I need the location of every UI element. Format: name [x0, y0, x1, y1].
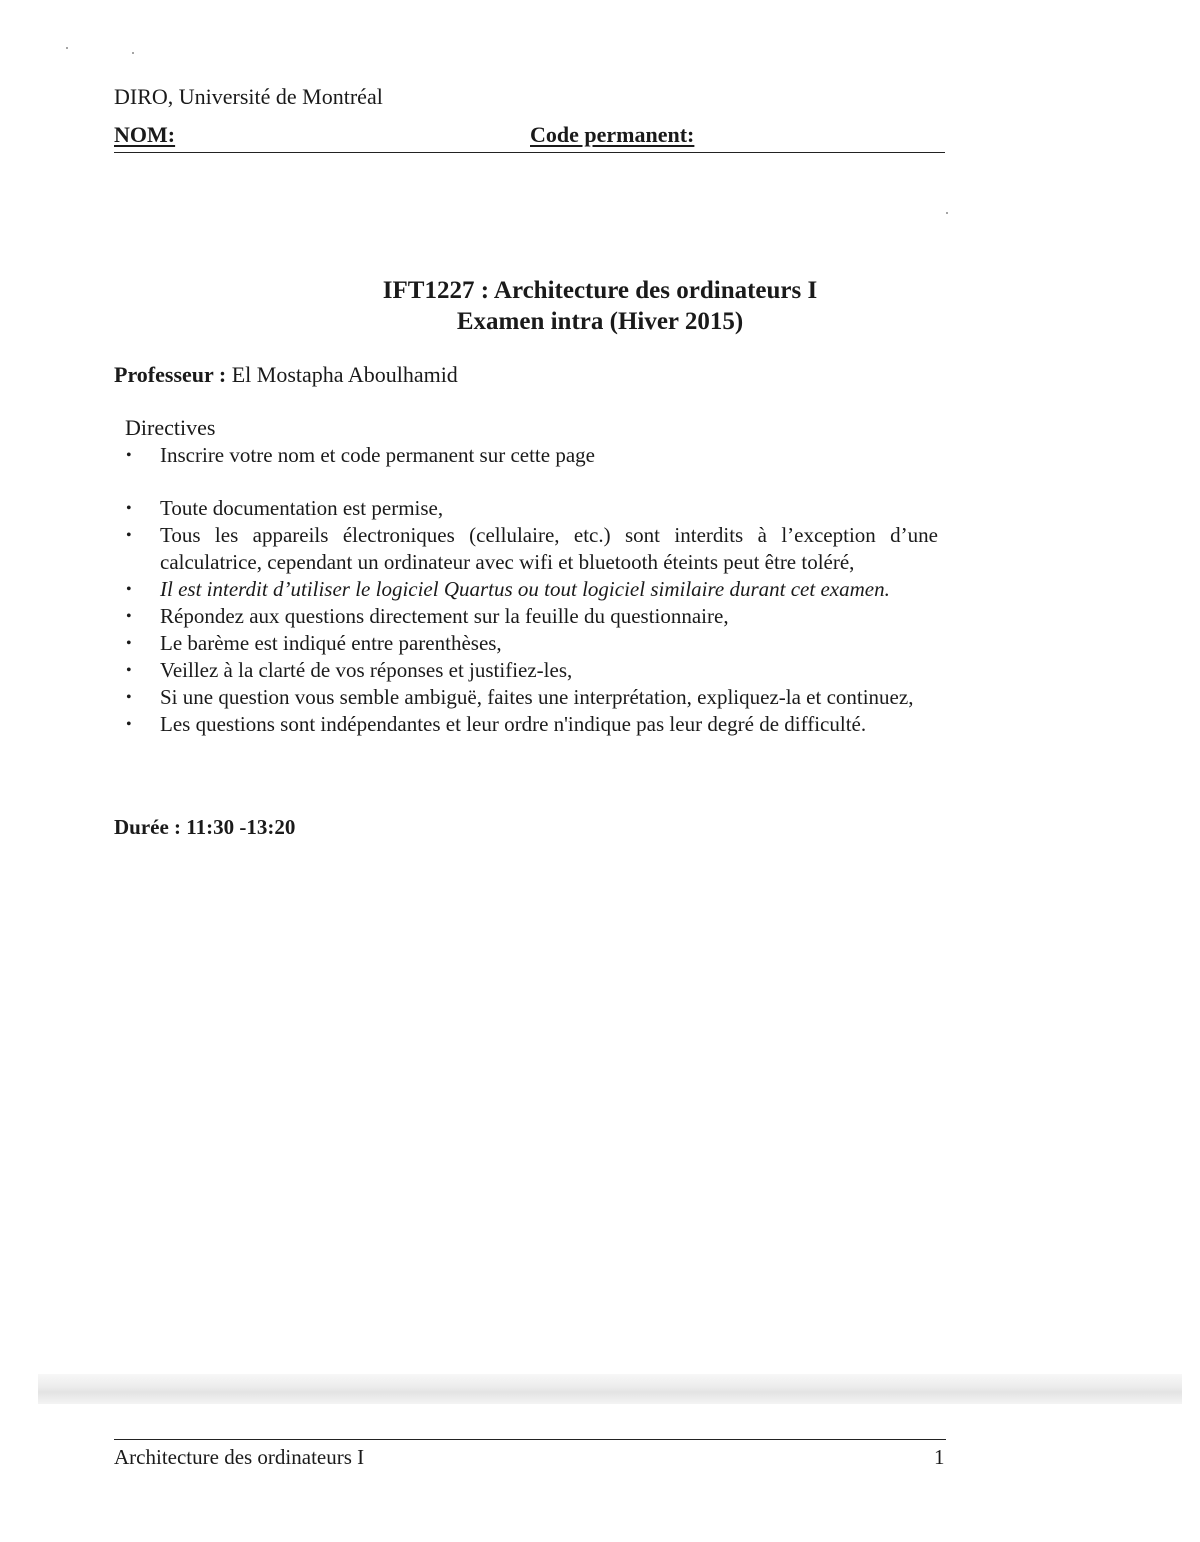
directive-item: • Répondez aux questions directement sur la feuille du questionnaire, — [126, 604, 729, 628]
directive-item: • Inscrire votre nom et code permanent sur cette page — [126, 443, 595, 467]
directive-item: • Le barème est indiqué entre parenthèses, — [126, 631, 502, 655]
professor-name: El Mostapha Aboulhamid — [231, 362, 458, 387]
professor-label: Professeur : — [114, 362, 227, 387]
directives-heading: Directives — [125, 415, 216, 440]
bullet-icon: • — [126, 500, 132, 517]
footer-course-title: Architecture des ordinateurs I — [114, 1445, 365, 1469]
bullet-icon: • — [126, 662, 132, 679]
bullet-icon: • — [126, 527, 132, 544]
code-permanent-label: Code permanent: — [530, 122, 695, 147]
directive-item: • Il est interdit d’utiliser le logiciel Quartus ou tout logiciel similaire durant cet examen. — [126, 577, 890, 601]
exam-title: IFT1227 : Architecture des ordinateurs I — [382, 277, 818, 304]
directive-item: • Les questions sont indépendantes et leur ordre n'indique pas leur degré de difficulté. — [126, 712, 867, 736]
scan-speck — [132, 52, 134, 54]
directive-item: • Tous les appareils électroniques (cellulaire, etc.) sont interdits à l’exception d’une calculatrice, cependant un ordinateur avec wifi et bluetooth éteints peut être toléré, — [126, 523, 938, 574]
directive-item: • Toute documentation est permise, — [126, 496, 444, 520]
scan-speck — [66, 47, 68, 49]
footer-page-number: 1 — [934, 1445, 945, 1469]
scan-artifact-band — [38, 1374, 1182, 1404]
scan-speck — [946, 212, 948, 214]
directives-list — [124, 442, 938, 738]
directive-item: • Veillez à la clarté de vos réponses et justifiez-les, — [126, 658, 573, 682]
bullet-icon: • — [126, 689, 132, 706]
bullet-icon: • — [126, 608, 132, 625]
student-id-row — [114, 122, 945, 153]
institution-name: DIRO, Université de Montréal — [114, 84, 383, 109]
exam-duration: Durée : 11:30 -13:20 — [114, 815, 296, 839]
nom-label: NOM: — [114, 122, 176, 147]
directive-item: • Si une question vous semble ambiguë, faites une interprétation, expliquez-la et continuez, — [126, 685, 914, 709]
bullet-icon: • — [126, 581, 132, 598]
professor-line — [114, 362, 458, 388]
footer-rule — [114, 1439, 946, 1440]
exam-subtitle: Examen intra (Hiver 2015) — [456, 308, 744, 335]
bullet-icon: • — [126, 635, 132, 652]
bullet-icon: • — [126, 716, 132, 733]
bullet-icon: • — [126, 447, 132, 464]
